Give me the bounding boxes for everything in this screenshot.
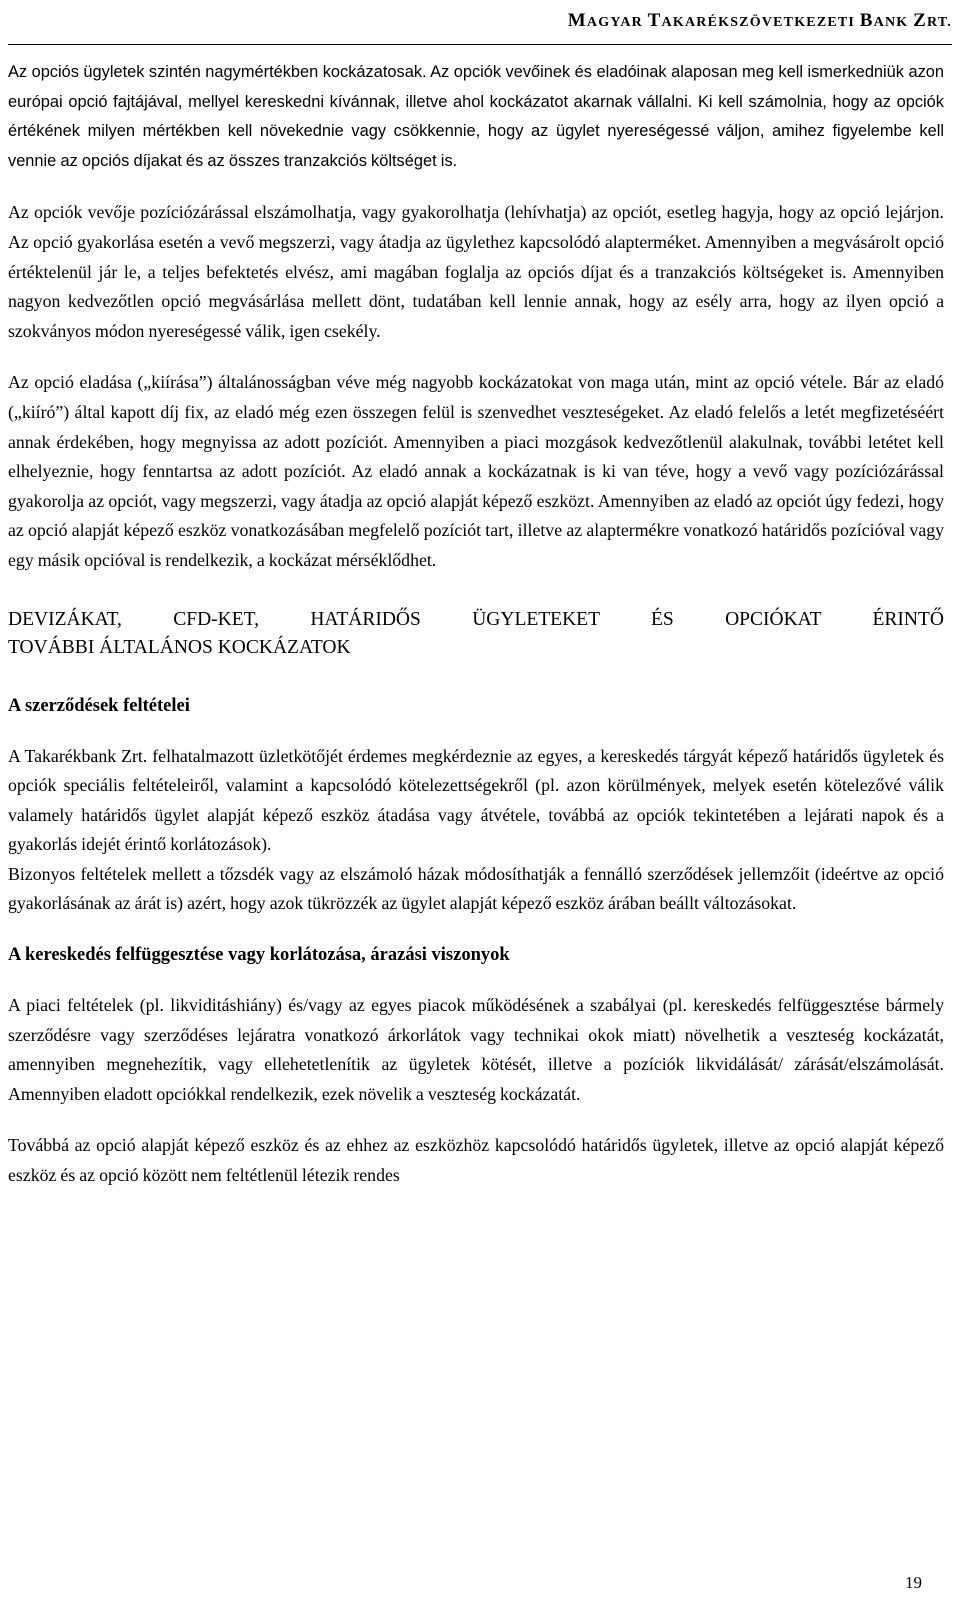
paragraph-contract-terms: A Takarékbank Zrt. felhatalmazott üzletkötőjét érdemes megkérdeznie az egyes, a kereskedés tárgyát képező határidős ügyletek és opciók speciális feltételeiről, valamint a kapcsolódó kötelezettségekről (pl. azon körülmények, melyek esetén kötelezővé válik valamely határidős ügylet alapját képező eszköz átadása vagy átvétele, továbbá az opciók tekintetében a lejárati napok és a gyakorlás idejét érintő korlátozások).	[8, 745, 944, 855]
header-letter-b: B	[859, 10, 874, 31]
header-letter-m: M	[567, 10, 587, 31]
header-letter-z: Z	[913, 10, 927, 31]
header-part-1: AGYAR	[586, 15, 648, 30]
header-part-4: RT.	[926, 15, 952, 30]
running-header	[8, 4, 952, 45]
paragraph-option-seller: Az opció eladása („kiírása”) általánosságban véve még nagyobb kockázatokat von maga után, mint az opció vétele. Bár az eladó („kiíró”) által kapott díj fix, az eladó még ezen összegen felül is szenvedhet veszteségeket. Az eladó felelős a letét megfizetéséért annak érdekében, hogy megnyissa az adott pozíciót. Amennyiben a piaci mozgások kedvezőtlenül alakulnak, további letétet kell elhelyeznie, hogy fenntartsa az adott pozíciót. Az eladó annak a kockázatnak is ki van téve, hogy a vevő vagy pozíciózárással gyakorolja az opciót, vagy megszerzi, vagy átadja az opció alapját képező eszközt. Amennyiben az eladó az opciót úgy fedezi, hogy az opció alapját képező eszköz vonatkozásában megfelelő pozíciót tart, illetve az alaptermékre vonatkozó határidős pozícióval vagy egy másik opcióval is rendelkezik, a kockázat mérséklődhet.	[8, 372, 944, 570]
section-heading	[8, 606, 944, 662]
header-part-2: AKARÉKSZÖVETKEZETI	[661, 15, 860, 30]
paragraph-options-risk: Az opciós ügyletek szintén nagymértékben kockázatosak. Az opciók vevőinek és eladóinak alaposan meg kell ismerkedniük azon európai opció fajtájával, mellyel kereskedni kívánnak, illetve ahol kockázatot akarnak vállalni. Ki kell számolnia, hogy az opciók értékének milyen mértékben kell növekednie vagy csökkennie, hogy az ügylet nyereségessé váljon, amihez figyelembe kell vennie az opciós díjakat és az összes tranzakciós költséget is.	[8, 63, 944, 170]
paragraph-contract-modification: Bizonyos feltételek mellett a tőzsdék vagy az elszámoló házak módosíthatják a fennálló szerződések jellemzőit (ideértve az opció gyakorlásának az árát is) azért, hogy azok tükrözzék az ügylet alapját képező eszköz árában beállt változásokat.	[8, 863, 944, 914]
subheading-trading-suspension: A kereskedés felfüggesztése vagy korlátozása, árazási viszonyok	[8, 945, 510, 966]
header-letter-t: T	[647, 10, 662, 31]
paragraph-price-relationship: Továbbá az opció alapját képező eszköz és az ehhez az eszközhöz kapcsolódó határidős ügyletek, illetve az opció alapját képező eszköz és az opció között nem feltétlenül létezik rendes	[8, 1135, 944, 1186]
paragraph-market-conditions: A piaci feltételek (pl. likviditáshiány) és/vagy az egyes piacok működésének a szabályai (pl. kereskedés felfüggesztése bármely szerződésre vagy szerződéses lejáratra vonatkozó árkorlátok vagy technikai okok miatt) növelhetik a veszteség kockázatát, amennyiben megnehezítik, vagy ellehetetlenítik az ügyletek kötését, illetve a pozíciók likvidálását/ zárását/elszámolását. Amennyiben eladott opciókkal rendelkezik, ezek növelik a veszteség kockázatát.	[8, 995, 944, 1104]
document-body	[8, 58, 944, 1191]
page-number: 19	[905, 1573, 922, 1592]
subheading-contract-terms: A szerződések feltételei	[8, 695, 190, 716]
section-heading-line-1: DEVIZÁKAT, CFD-KET, HATÁRIDŐS ÜGYLETEKET ÉS OPCIÓKAT ÉRINTŐ	[8, 608, 944, 630]
section-heading-line-2: TOVÁBBI ÁLTALÁNOS KOCKÁZATOK	[8, 636, 351, 658]
header-part-3: ANK	[873, 15, 914, 30]
paragraph-option-buyer: Az opciók vevője pozíciózárással elszámolhatja, vagy gyakorolhatja (lehívhatja) az opciót, esetleg hagyja, hogy az opció lejárjon. Az opció gyakorlása esetén a vevő megszerzi, vagy átadja az ügylethez kapcsolódó alapterméket. Amennyiben a megvásárolt opció értéktelenül jár le, a teljes befektetés elvész, ami magában foglalja az opciós díjat és a tranzakciós költségeket is. Amennyiben nagyon kedvezőtlen opció megvásárlása mellett dönt, tudatában kell lennie annak, hogy az esély arra, hogy az ilyen opció a szokványos módon nyereségessé válik, igen csekély.	[8, 202, 944, 341]
